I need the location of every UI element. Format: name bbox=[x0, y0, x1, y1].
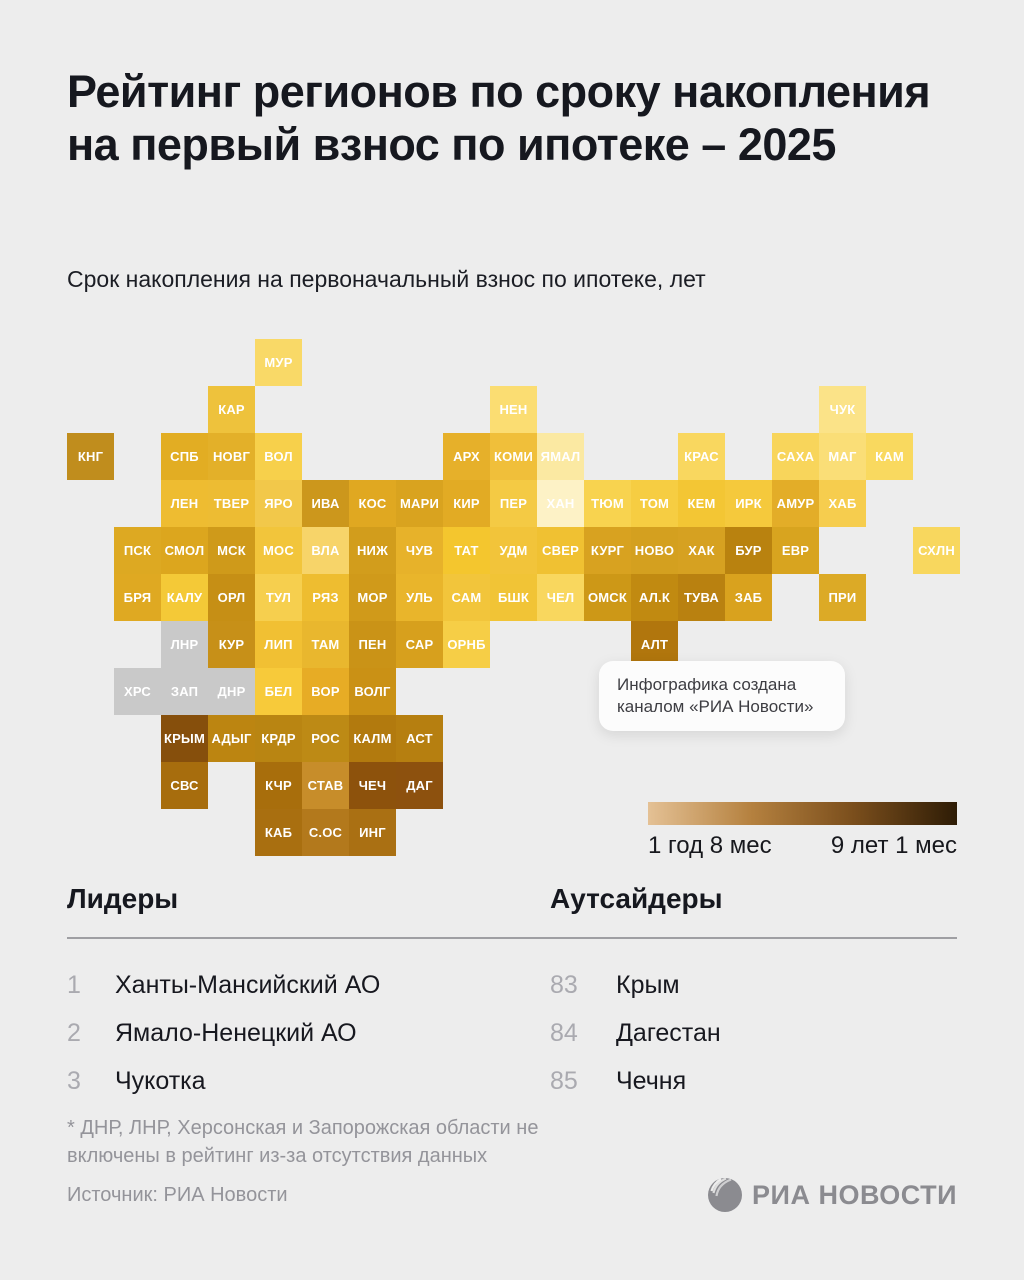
region-tile-ВОЛ: ВОЛ bbox=[255, 433, 302, 480]
region-tile-КАР: КАР bbox=[208, 386, 255, 433]
outsiders-header: Аутсайдеры bbox=[550, 883, 723, 914]
infographic-credit-card: Инфографика создана каналом «РИА Новости» bbox=[599, 661, 845, 731]
region-tile-МСК: МСК bbox=[208, 527, 255, 574]
region-tile-СПБ: СПБ bbox=[161, 433, 208, 480]
region-tile-КАМ: КАМ bbox=[866, 433, 913, 480]
region-name: Чечня bbox=[616, 1067, 687, 1095]
region-tile-САХА: САХА bbox=[772, 433, 819, 480]
region-name: Ханты-Мансийский АО bbox=[115, 971, 381, 999]
region-tile-РЯЗ: РЯЗ bbox=[302, 574, 349, 621]
region-tile-УЛЬ: УЛЬ bbox=[396, 574, 443, 621]
region-tile-КРЫМ: КРЫМ bbox=[161, 715, 208, 762]
region-tile-МОР: МОР bbox=[349, 574, 396, 621]
region-tile-ПРИ: ПРИ bbox=[819, 574, 866, 621]
region-tile-ДАГ: ДАГ bbox=[396, 762, 443, 809]
list-item bbox=[67, 1057, 380, 1105]
region-tile-СМОЛ: СМОЛ bbox=[161, 527, 208, 574]
region-tile-РОС: РОС bbox=[302, 715, 349, 762]
region-tile-ИРК: ИРК bbox=[725, 480, 772, 527]
region-tile-ЧЕЛ: ЧЕЛ bbox=[537, 574, 584, 621]
region-tile-ЧУВ: ЧУВ bbox=[396, 527, 443, 574]
region-tile-СВС: СВС bbox=[161, 762, 208, 809]
region-tile-КОС: КОС bbox=[349, 480, 396, 527]
region-tile-ХАН: ХАН bbox=[537, 480, 584, 527]
region-tile-КУРГ: КУРГ bbox=[584, 527, 631, 574]
region-tile-АСТ: АСТ bbox=[396, 715, 443, 762]
region-tile-ВЛА: ВЛА bbox=[302, 527, 349, 574]
lists-divider bbox=[67, 937, 957, 939]
region-tile-БШК: БШК bbox=[490, 574, 537, 621]
region-tile-С.ОС: С.ОС bbox=[302, 809, 349, 856]
region-tile-ЛНР: ЛНР bbox=[161, 621, 208, 668]
rank-number: 1 bbox=[67, 971, 81, 999]
region-tile-КЧР: КЧР bbox=[255, 762, 302, 809]
legend-min-label: 1 год 8 мес bbox=[648, 832, 772, 859]
region-tile-ВОР: ВОР bbox=[302, 668, 349, 715]
region-tile-АМУР: АМУР bbox=[772, 480, 819, 527]
region-tile-ТАМ: ТАМ bbox=[302, 621, 349, 668]
region-tile-СВЕР: СВЕР bbox=[537, 527, 584, 574]
rank-number: 85 bbox=[550, 1067, 578, 1095]
outsiders-list bbox=[550, 961, 721, 1105]
region-tile-ЗАП: ЗАП bbox=[161, 668, 208, 715]
source-note: Источник: РИА Новости bbox=[67, 1184, 288, 1206]
region-name: Дагестан bbox=[616, 1019, 721, 1047]
ria-novosti-logo bbox=[707, 1177, 957, 1213]
region-tile-НЕН: НЕН bbox=[490, 386, 537, 433]
region-tile-НОВГ: НОВГ bbox=[208, 433, 255, 480]
region-tile-ЯМАЛ: ЯМАЛ bbox=[537, 433, 584, 480]
list-item bbox=[67, 1009, 380, 1057]
region-tile-СХЛН: СХЛН bbox=[913, 527, 960, 574]
region-tile-КЕМ: КЕМ bbox=[678, 480, 725, 527]
region-tile-КАЛМ: КАЛМ bbox=[349, 715, 396, 762]
leaders-list bbox=[67, 961, 380, 1105]
legend-labels bbox=[648, 832, 957, 860]
region-tile-БЕЛ: БЕЛ bbox=[255, 668, 302, 715]
region-tile-ТАТ: ТАТ bbox=[443, 527, 490, 574]
region-tile-ТУЛ: ТУЛ bbox=[255, 574, 302, 621]
region-tile-АРХ: АРХ bbox=[443, 433, 490, 480]
region-tile-ХРС: ХРС bbox=[114, 668, 161, 715]
region-tile-КАЛУ: КАЛУ bbox=[161, 574, 208, 621]
region-tile-САР: САР bbox=[396, 621, 443, 668]
region-tile-КОМИ: КОМИ bbox=[490, 433, 537, 480]
region-name: Чукотка bbox=[115, 1067, 206, 1095]
region-tile-НИЖ: НИЖ bbox=[349, 527, 396, 574]
region-tile-АЛТ: АЛТ bbox=[631, 621, 678, 668]
rank-number: 83 bbox=[550, 971, 578, 999]
region-tile-КИР: КИР bbox=[443, 480, 490, 527]
region-tile-ПЕР: ПЕР bbox=[490, 480, 537, 527]
region-tile-ЧУК: ЧУК bbox=[819, 386, 866, 433]
region-tile-АЛ.К: АЛ.К bbox=[631, 574, 678, 621]
globe-icon bbox=[707, 1177, 743, 1213]
region-tile-ХАБ: ХАБ bbox=[819, 480, 866, 527]
region-tile-КРАС: КРАС bbox=[678, 433, 725, 480]
region-tile-ИНГ: ИНГ bbox=[349, 809, 396, 856]
region-tile-НОВО: НОВО bbox=[631, 527, 678, 574]
legend-max-label: 9 лет 1 мес bbox=[830, 832, 957, 859]
region-tile-УДМ: УДМ bbox=[490, 527, 537, 574]
rank-number: 2 bbox=[67, 1019, 81, 1047]
region-tile-ПСК: ПСК bbox=[114, 527, 161, 574]
region-tile-ОМСК: ОМСК bbox=[584, 574, 631, 621]
region-tile-КНГ: КНГ bbox=[67, 433, 114, 480]
region-tile-ЛЕН: ЛЕН bbox=[161, 480, 208, 527]
footnote: * ДНР, ЛНР, Херсонская и Запорожская области не включены в рейтинг из-за отсутствия данных bbox=[67, 1117, 539, 1168]
region-tile-КУР: КУР bbox=[208, 621, 255, 668]
region-tile-БРЯ: БРЯ bbox=[114, 574, 161, 621]
region-tile-ЯРО: ЯРО bbox=[255, 480, 302, 527]
region-name: Крым bbox=[616, 971, 680, 999]
region-tile-КРДР: КРДР bbox=[255, 715, 302, 762]
region-tile-МОС: МОС bbox=[255, 527, 302, 574]
region-tile-СТАВ: СТАВ bbox=[302, 762, 349, 809]
logo-text: РИА НОВОСТИ bbox=[752, 1179, 957, 1210]
region-tile-МУР: МУР bbox=[255, 339, 302, 386]
region-tile-ТВЕР: ТВЕР bbox=[208, 480, 255, 527]
region-name: Ямало-Ненецкий АО bbox=[115, 1019, 357, 1047]
legend-gradient-bar bbox=[648, 802, 957, 825]
region-tile-map bbox=[67, 339, 960, 856]
region-tile-КАБ: КАБ bbox=[255, 809, 302, 856]
region-tile-АДЫГ: АДЫГ bbox=[208, 715, 255, 762]
rank-number: 84 bbox=[550, 1019, 578, 1047]
region-tile-БУР: БУР bbox=[725, 527, 772, 574]
region-tile-ОРНБ: ОРНБ bbox=[443, 621, 490, 668]
list-item bbox=[550, 1009, 721, 1057]
region-tile-ТОМ: ТОМ bbox=[631, 480, 678, 527]
list-item bbox=[67, 961, 380, 1009]
region-tile-ТЮМ: ТЮМ bbox=[584, 480, 631, 527]
region-tile-ЛИП: ЛИП bbox=[255, 621, 302, 668]
page-title: Рейтинг регионов по сроку накопления на первый взнос по ипотеке – 2025 bbox=[67, 66, 931, 170]
list-item bbox=[550, 961, 721, 1009]
region-tile-ДНР: ДНР bbox=[208, 668, 255, 715]
rank-number: 3 bbox=[67, 1067, 81, 1095]
region-tile-ВОЛГ: ВОЛГ bbox=[349, 668, 396, 715]
region-tile-ПЕН: ПЕН bbox=[349, 621, 396, 668]
page-subtitle: Срок накопления на первоначальный взнос по ипотеке, лет bbox=[67, 266, 706, 292]
region-tile-МАРИ: МАРИ bbox=[396, 480, 443, 527]
region-tile-ЧЕЧ: ЧЕЧ bbox=[349, 762, 396, 809]
list-item bbox=[550, 1057, 721, 1105]
region-tile-ИВА: ИВА bbox=[302, 480, 349, 527]
region-tile-ЕВР: ЕВР bbox=[772, 527, 819, 574]
region-tile-МАГ: МАГ bbox=[819, 433, 866, 480]
region-tile-ХАК: ХАК bbox=[678, 527, 725, 574]
leaders-header: Лидеры bbox=[67, 883, 179, 914]
region-tile-САМ: САМ bbox=[443, 574, 490, 621]
region-tile-ТУВА: ТУВА bbox=[678, 574, 725, 621]
region-tile-ОРЛ: ОРЛ bbox=[208, 574, 255, 621]
region-tile-ЗАБ: ЗАБ bbox=[725, 574, 772, 621]
